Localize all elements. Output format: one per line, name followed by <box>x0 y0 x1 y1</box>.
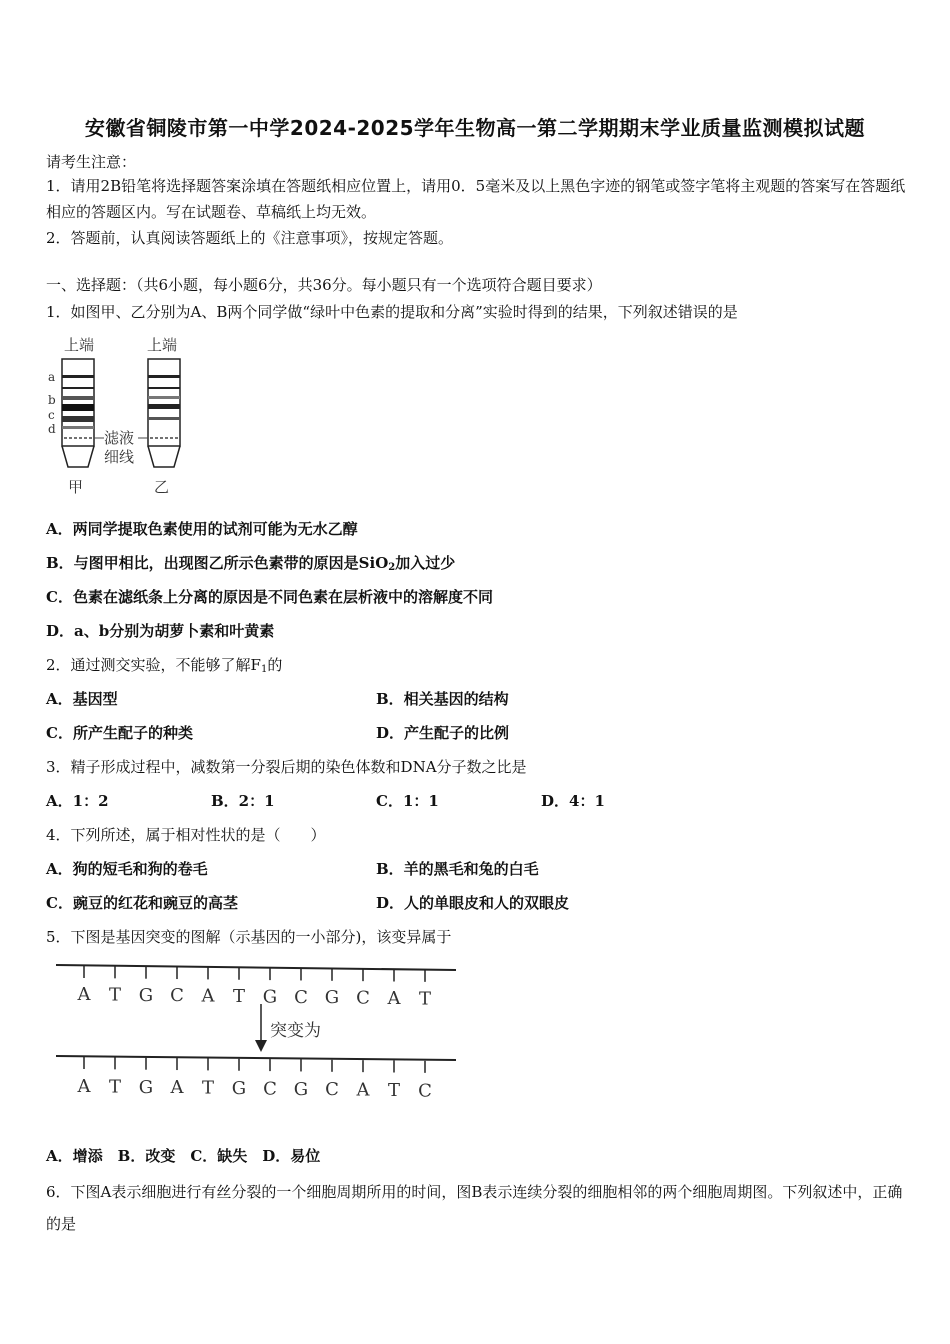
q2-stem-tail: 的 <box>267 656 283 674</box>
q1-stem: 1．如图甲、乙分别为A、B两个同学做“绿叶中色素的提取和分离”实验时得到的结果，下列叙述错误的是 <box>46 303 738 321</box>
mutated-base: G <box>293 1078 309 1100</box>
original-base: T <box>418 988 432 1010</box>
filter-line-label-1: 滤液 <box>104 429 135 447</box>
original-base: A <box>77 984 91 1005</box>
q2-option-b[interactable]: B．相关基因的结构 <box>376 690 509 708</box>
mutated-base: C <box>263 1078 277 1100</box>
mutated-base: A <box>356 1079 370 1101</box>
page-title: 安徽省铜陵市第一中学2024-2025学年生物高一第二学期期末学业质量监测模拟试题 <box>84 116 866 140</box>
q1-option-d[interactable]: D．a、b分别为胡萝卜素和叶黄素 <box>46 622 275 640</box>
mutated-base: T <box>108 1076 122 1098</box>
q5-figure <box>52 958 462 1108</box>
strip-name-jia: 甲 <box>68 478 84 496</box>
chromatography-diagram <box>44 332 204 500</box>
q1-option-b-tail: 加入过少 <box>395 554 456 572</box>
q1-option-c[interactable]: C．色素在滤纸条上分离的原因是不同色素在层析液中的溶解度不同 <box>46 588 493 606</box>
mutated-sequence <box>77 1057 432 1101</box>
q4-stem: 4．下列所述，属于相对性状的是（ ） <box>46 826 326 844</box>
original-base: G <box>138 984 154 1006</box>
q4-options-row-1 <box>46 859 539 879</box>
q4-option-d[interactable]: D．人的单眼皮和人的双眼皮 <box>376 894 570 912</box>
q3-option-a[interactable]: A．1：2 <box>46 792 109 810</box>
original-base: C <box>294 986 308 1008</box>
mutated-base: T <box>201 1077 215 1099</box>
original-base: T <box>108 984 122 1006</box>
notice-item-1: 1．请用2B铅笔将选择题答案涂填在答题纸相应位置上，请用0．5毫米及以上黑色字迹的钢笔或签字笔将主观题的答案写在答题纸相应的答题区内。写在试题卷、草稿纸上均无效。 <box>46 177 906 221</box>
q1-figure <box>44 332 204 500</box>
mutated-base: C <box>418 1080 432 1102</box>
strip-jia <box>62 359 94 467</box>
mutation-arrow-label: 突变为 <box>270 1021 321 1041</box>
q2-stem <box>46 655 282 680</box>
q1-option-a[interactable]: A．两同学提取色素使用的试剂可能为无水乙醇 <box>46 520 358 538</box>
q4-option-a[interactable]: A．狗的短毛和狗的卷毛 <box>46 860 208 878</box>
strip-yi <box>148 359 180 467</box>
q1-option-b-subscript: 2 <box>388 562 396 573</box>
q2-options-row-2 <box>46 723 509 743</box>
mutated-base: G <box>138 1076 154 1098</box>
q6-stem: 6．下图A表示细胞进行有丝分裂的一个细胞周期所用的时间，图B表示连续分裂的细胞相邻的两个细胞周期图。下列叙述中，正确的是 <box>46 1183 903 1233</box>
q1-option-b-text: B．与图甲相比，出现图乙所示色素带的原因是SiO <box>46 554 389 572</box>
q2-option-a[interactable]: A．基因型 <box>46 690 118 708</box>
q2-option-d[interactable]: D．产生配子的比例 <box>376 724 510 742</box>
notice-item-2: 2．答题前，认真阅读答题纸上的《注意事项》，按规定答题。 <box>46 229 454 247</box>
mutated-base: C <box>325 1079 339 1101</box>
original-base: T <box>232 986 246 1007</box>
band-label-a: a <box>48 370 56 384</box>
q4-option-c[interactable]: C．豌豆的红花和豌豆的高茎 <box>46 894 238 912</box>
mutated-base: A <box>170 1077 184 1099</box>
strip-name-yi: 乙 <box>154 478 170 496</box>
filter-line-label-2: 细线 <box>104 448 135 466</box>
original-base: C <box>356 987 370 1009</box>
original-base: C <box>170 985 184 1007</box>
notice-heading: 请考生注意： <box>46 153 137 171</box>
mutated-base: G <box>231 1078 247 1099</box>
original-sequence <box>77 966 432 1009</box>
top-label-right: 上端 <box>147 336 178 354</box>
band-label-b: b <box>48 393 56 407</box>
original-base: A <box>387 988 401 1009</box>
top-label-left: 上端 <box>64 336 95 354</box>
q3-options-row <box>46 791 605 811</box>
q4-option-b[interactable]: B．羊的黑毛和兔的白毛 <box>376 860 539 878</box>
q2-stem-subscript: 1 <box>260 664 268 675</box>
gene-mutation-diagram <box>52 958 462 1108</box>
band-label-c: c <box>48 408 55 422</box>
q3-option-b[interactable]: B．2：1 <box>211 792 275 810</box>
mutated-base: A <box>77 1076 91 1097</box>
q3-option-d[interactable]: D．4：1 <box>541 792 605 810</box>
q4-options-row-2 <box>46 893 569 913</box>
q2-options-row-1 <box>46 689 509 709</box>
q3-option-c[interactable]: C．1：1 <box>376 792 439 810</box>
q5-stem: 5．下图是基因突变的图解（示基因的一小部分)，该变异属于 <box>46 928 452 946</box>
q5-options[interactable]: A．增添 B．改变 C．缺失 D．易位 <box>46 1147 321 1165</box>
q2-stem-text: 2．通过测交实验，不能够了解F <box>46 656 261 674</box>
original-base: G <box>324 987 340 1009</box>
section-heading: 一、选择题：（共6小题，每小题6分，共36分。每小题只有一个选项符合题目要求） <box>46 276 602 294</box>
original-base: A <box>201 985 215 1007</box>
original-base: G <box>262 986 278 1008</box>
band-label-d: d <box>48 422 56 436</box>
mutated-base: T <box>387 1080 401 1101</box>
q2-option-c[interactable]: C．所产生配子的种类 <box>46 724 193 742</box>
q3-stem: 3．精子形成过程中，减数第一分裂后期的染色体数和DNA分子数之比是 <box>46 758 527 776</box>
q1-option-b[interactable] <box>46 553 455 578</box>
